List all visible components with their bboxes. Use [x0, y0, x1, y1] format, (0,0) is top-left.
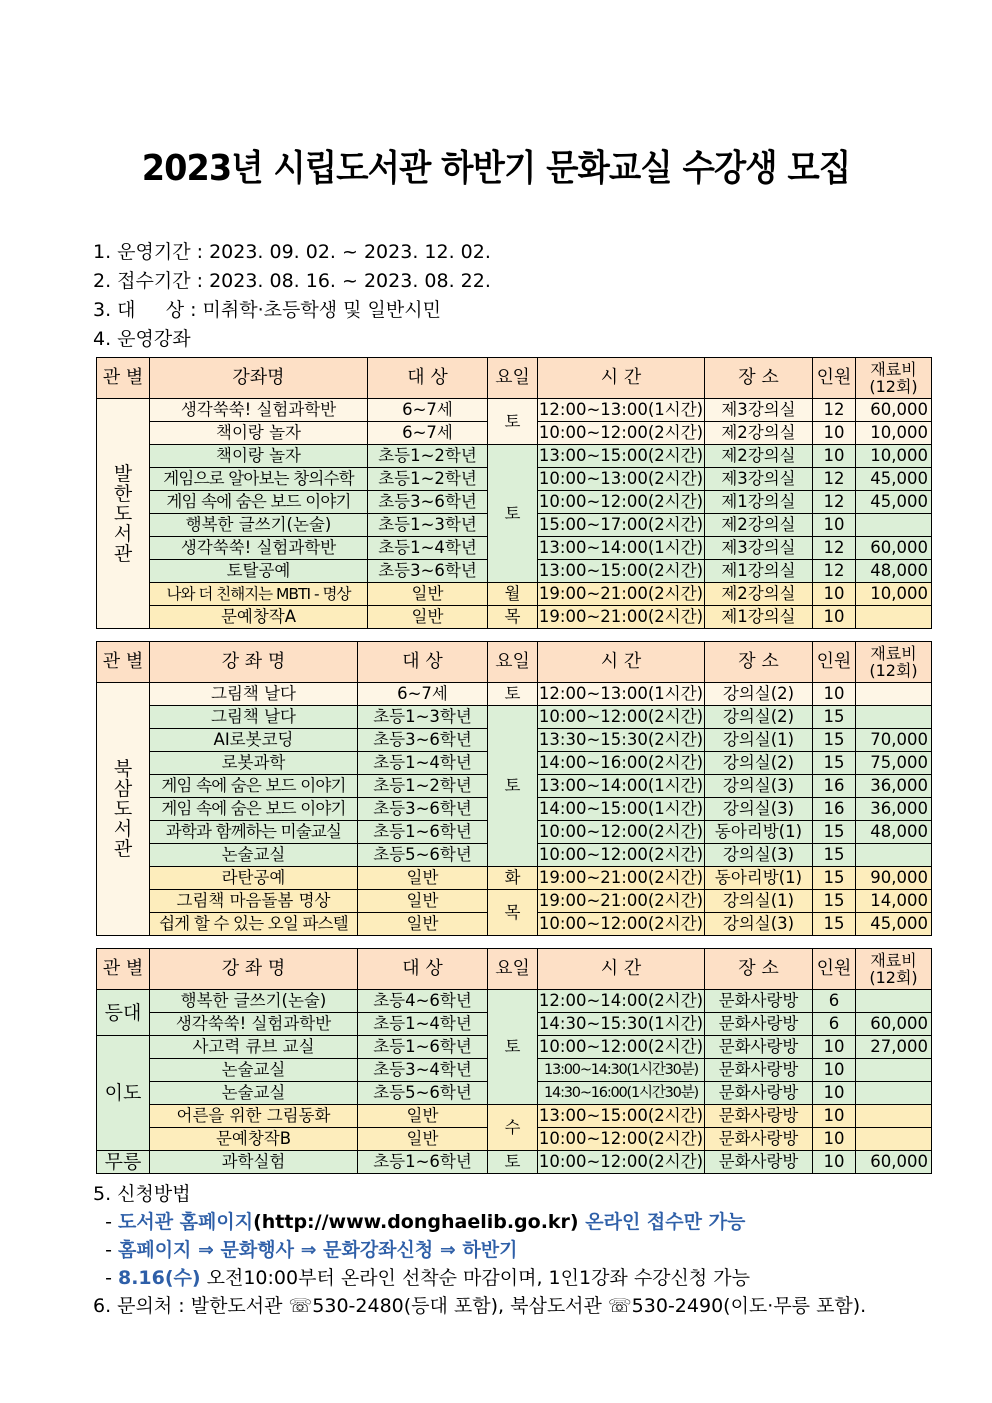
course-time: 10:00~12:00(2시간) [538, 1128, 705, 1151]
course-count: 16 [813, 798, 856, 821]
course-target: 일반 [368, 583, 488, 606]
course-time: 10:00~12:00(2시간) [538, 491, 705, 514]
course-place: 강의실(1) [705, 729, 813, 752]
header-fee: 재료비 (12회) [856, 358, 932, 399]
course-target: 초등1~2학년 [358, 775, 488, 798]
header-course: 강 좌 명 [150, 949, 358, 990]
course-place: 동아리방(1) [705, 867, 813, 890]
course-name: 나와 더 친해지는 MBTI - 명상 [150, 583, 368, 606]
course-time: 14:00~15:00(1시간) [538, 798, 705, 821]
course-name: 책이랑 놀자 [150, 422, 368, 445]
course-place: 제1강의실 [705, 606, 813, 629]
course-fee [856, 1128, 932, 1151]
course-target: 초등3~4학년 [358, 1059, 488, 1082]
course-fee [856, 844, 932, 867]
course-place: 제2강의실 [705, 422, 813, 445]
course-target: 초등1~6학년 [358, 1151, 488, 1174]
course-fee: 14,000 [856, 890, 932, 913]
course-name: 행복한 글쓰기(논술) [150, 514, 368, 537]
course-time: 13:00~14:00(1시간) [538, 775, 705, 798]
course-day: 토 [488, 683, 538, 706]
course-time: 10:00~12:00(2시간) [538, 1036, 705, 1059]
header-time: 시 간 [538, 358, 705, 399]
course-count: 12 [813, 560, 856, 583]
page-title: 2023년 시립도서관 하반기 문화교실 수강생 모집 [141, 148, 851, 189]
course-name: 행복한 글쓰기(논술) [150, 990, 358, 1013]
course-target: 초등3~6학년 [358, 798, 488, 821]
course-place: 강의실(2) [705, 706, 813, 729]
course-target: 6~7세 [368, 399, 488, 422]
course-target: 초등1~4학년 [368, 537, 488, 560]
course-name: 로봇과학 [150, 752, 358, 775]
course-count: 15 [813, 867, 856, 890]
course-name: 논술교실 [150, 1059, 358, 1082]
course-time: 14:30~16:00(1시간30분) [538, 1082, 705, 1105]
course-fee: 48,000 [856, 821, 932, 844]
course-time: 13:00~15:00(2시간) [538, 560, 705, 583]
course-place: 강의실(2) [705, 752, 813, 775]
course-count: 15 [813, 729, 856, 752]
course-day: 토 [488, 445, 538, 583]
course-day: 월 [488, 583, 538, 606]
info-period: 1. 운영기간 : 2023. 09. 02. ~ 2023. 12. 02. [93, 241, 491, 263]
course-fee: 45,000 [856, 491, 932, 514]
course-fee: 10,000 [856, 445, 932, 468]
library-name: 등대 [97, 990, 150, 1036]
header-count: 인원 [813, 642, 856, 683]
header-day: 요일 [488, 642, 538, 683]
table-row [97, 445, 932, 468]
course-fee: 45,000 [856, 913, 932, 936]
course-fee: 70,000 [856, 729, 932, 752]
course-target: 초등3~6학년 [368, 560, 488, 583]
course-name: 생각쑥쑥! 실험과학반 [150, 537, 368, 560]
course-fee: 90,000 [856, 867, 932, 890]
course-target: 초등1~4학년 [358, 1013, 488, 1036]
course-name: 라탄공예 [150, 867, 358, 890]
course-time: 12:00~13:00(1시간) [538, 683, 705, 706]
course-place: 강의실(3) [705, 844, 813, 867]
course-place: 문화사랑방 [705, 1059, 813, 1082]
course-place: 제3강의실 [705, 399, 813, 422]
course-time: 10:00~12:00(2시간) [538, 913, 705, 936]
course-count: 15 [813, 844, 856, 867]
course-place: 문화사랑방 [705, 990, 813, 1013]
info-registration: 2. 접수기간 : 2023. 08. 16. ~ 2023. 08. 22. [93, 270, 491, 292]
course-fee [856, 990, 932, 1013]
table-row [97, 867, 932, 890]
library-name: 이도 [97, 1036, 150, 1151]
library-name: 무릉 [97, 1151, 150, 1174]
course-target: 초등1~3학년 [368, 514, 488, 537]
course-time: 14:30~15:30(1시간) [538, 1013, 705, 1036]
course-count: 15 [813, 706, 856, 729]
course-fee: 36,000 [856, 775, 932, 798]
course-fee: 60,000 [856, 1013, 932, 1036]
course-count: 10 [813, 1036, 856, 1059]
course-count: 10 [813, 583, 856, 606]
course-fee: 60,000 [856, 399, 932, 422]
course-fee [856, 706, 932, 729]
course-name: 책이랑 놀자 [150, 445, 368, 468]
course-fee: 48,000 [856, 560, 932, 583]
header-fee: 재료비 (12회) [856, 642, 932, 683]
header-place: 장 소 [705, 949, 813, 990]
header-place: 장 소 [705, 642, 813, 683]
course-fee: 45,000 [856, 468, 932, 491]
course-day: 토 [488, 399, 538, 445]
course-time: 13:00~15:00(2시간) [538, 445, 705, 468]
table-row [97, 990, 932, 1013]
course-name: 어른을 위한 그림동화 [150, 1105, 358, 1128]
course-time: 13:00~14:00(1시간) [538, 537, 705, 560]
table-row [97, 1151, 932, 1174]
course-time: 13:00~15:00(2시간) [538, 1105, 705, 1128]
header-target: 대 상 [358, 642, 488, 683]
course-fee [856, 606, 932, 629]
course-time: 19:00~21:00(2시간) [538, 606, 705, 629]
course-count: 15 [813, 890, 856, 913]
course-fee [856, 683, 932, 706]
course-count: 12 [813, 491, 856, 514]
course-place: 제3강의실 [705, 537, 813, 560]
course-fee: 10,000 [856, 422, 932, 445]
header-place: 장 소 [705, 358, 813, 399]
course-target: 6~7세 [368, 422, 488, 445]
course-name: 쉽게 할 수 있는 오일 파스텔 [150, 913, 358, 936]
course-fee [856, 1082, 932, 1105]
course-place: 문화사랑방 [705, 1128, 813, 1151]
course-count: 10 [813, 514, 856, 537]
course-name: 그림책 마음돌봄 명상 [150, 890, 358, 913]
course-target: 일반 [358, 867, 488, 890]
course-count: 10 [813, 1128, 856, 1151]
course-place: 문화사랑방 [705, 1105, 813, 1128]
course-place: 제1강의실 [705, 491, 813, 514]
info-courses-heading: 4. 운영강좌 [93, 328, 191, 350]
course-name: 게임 속에 숨은 보드 이야기 [150, 798, 358, 821]
course-day: 토 [488, 990, 538, 1105]
course-target: 초등5~6학년 [358, 1082, 488, 1105]
course-fee [856, 514, 932, 537]
course-place: 강의실(1) [705, 890, 813, 913]
course-count: 12 [813, 468, 856, 491]
course-place: 문화사랑방 [705, 1036, 813, 1059]
course-count: 10 [813, 422, 856, 445]
course-name: 게임 속에 숨은 보드 이야기 [150, 775, 358, 798]
course-time: 13:00~14:30(1시간30분) [538, 1059, 705, 1082]
course-count: 10 [813, 1059, 856, 1082]
course-count: 10 [813, 1105, 856, 1128]
course-name: 과학실험 [150, 1151, 358, 1174]
course-time: 10:00~12:00(2시간) [538, 821, 705, 844]
table-row [97, 890, 932, 913]
course-name: 게임 속에 숨은 보드 이야기 [150, 491, 368, 514]
course-target: 일반 [358, 890, 488, 913]
course-name: 그림책 날다 [150, 683, 358, 706]
course-time: 10:00~12:00(2시간) [538, 844, 705, 867]
apply-line-homepage: - 도서관 홈페이지(http://www.donghaelib.go.kr) 온라인 접수만 가능 [93, 1211, 746, 1233]
apply-heading: 5. 신청방법 [93, 1183, 191, 1205]
course-fee: 10,000 [856, 583, 932, 606]
course-place: 강의실(3) [705, 913, 813, 936]
course-time: 10:00~12:00(2시간) [538, 422, 705, 445]
course-fee [856, 1105, 932, 1128]
apply-line-path: - 홈페이지 ⇒ 문화행사 ⇒ 문화강좌신청 ⇒ 하반기 [93, 1239, 518, 1261]
course-name: 그림책 날다 [150, 706, 358, 729]
course-count: 6 [813, 990, 856, 1013]
course-count: 10 [813, 683, 856, 706]
table-row [97, 583, 932, 606]
course-target: 일반 [358, 1105, 488, 1128]
course-time: 13:30~15:30(2시간) [538, 729, 705, 752]
header-time: 시 간 [538, 949, 705, 990]
contact-info: 6. 문의처 : 발한도서관 ☏530-2480(등대 포함), 북삼도서관 ☏530-2490(이도·무릉 포함). [93, 1295, 867, 1317]
course-count: 10 [813, 606, 856, 629]
apply-section [93, 1180, 866, 1320]
course-fee [856, 1059, 932, 1082]
course-place: 제3강의실 [705, 468, 813, 491]
course-time: 10:00~12:00(2시간) [538, 706, 705, 729]
course-day: 목 [488, 890, 538, 936]
library-name: 발한도서관 [97, 399, 150, 629]
course-target: 초등1~2학년 [368, 445, 488, 468]
course-name: AI로봇코딩 [150, 729, 358, 752]
course-target: 6~7세 [358, 683, 488, 706]
schedule-table-small-libraries [96, 948, 932, 1174]
course-place: 제2강의실 [705, 445, 813, 468]
course-count: 6 [813, 1013, 856, 1036]
course-target: 초등5~6학년 [358, 844, 488, 867]
course-place: 강의실(3) [705, 798, 813, 821]
course-name: 논술교실 [150, 1082, 358, 1105]
course-place: 동아리방(1) [705, 821, 813, 844]
course-day: 토 [488, 1151, 538, 1174]
header-count: 인원 [813, 949, 856, 990]
course-target: 일반 [358, 1128, 488, 1151]
table-row [97, 399, 932, 422]
course-time: 10:00~12:00(2시간) [538, 1151, 705, 1174]
course-fee: 60,000 [856, 537, 932, 560]
course-time: 14:00~16:00(2시간) [538, 752, 705, 775]
course-place: 강의실(3) [705, 775, 813, 798]
course-count: 12 [813, 399, 856, 422]
course-target: 초등1~6학년 [358, 821, 488, 844]
course-day: 수 [488, 1105, 538, 1151]
course-name: 문예창작A [150, 606, 368, 629]
course-time: 19:00~21:00(2시간) [538, 583, 705, 606]
header-library: 관 별 [97, 358, 150, 399]
course-name: 생각쑥쑥! 실험과학반 [150, 399, 368, 422]
course-name: 과학과 함께하는 미술교실 [150, 821, 358, 844]
table-row [97, 1105, 932, 1128]
course-day: 토 [488, 706, 538, 867]
course-fee: 36,000 [856, 798, 932, 821]
course-target: 일반 [368, 606, 488, 629]
course-count: 10 [813, 1082, 856, 1105]
table-row [97, 683, 932, 706]
course-place: 문화사랑방 [705, 1013, 813, 1036]
course-count: 15 [813, 913, 856, 936]
course-target: 일반 [358, 913, 488, 936]
course-place: 제2강의실 [705, 514, 813, 537]
schedule-table-buksam [96, 641, 932, 936]
header-day: 요일 [488, 358, 538, 399]
course-count: 15 [813, 752, 856, 775]
course-name: 논술교실 [150, 844, 358, 867]
course-target: 초등4~6학년 [358, 990, 488, 1013]
course-target: 초등1~6학년 [358, 1036, 488, 1059]
course-day: 목 [488, 606, 538, 629]
apply-line-date: - 8.16(수) 오전10:00부터 온라인 선착순 마감이며, 1인1강좌 수강신청 가능 [93, 1267, 750, 1289]
course-time: 10:00~13:00(2시간) [538, 468, 705, 491]
schedule-table-balhan [96, 357, 932, 629]
header-target: 대 상 [368, 358, 488, 399]
course-name: 생각쑥쑥! 실험과학반 [150, 1013, 358, 1036]
course-name: 문예창작B [150, 1128, 358, 1151]
info-list [93, 238, 491, 354]
course-place: 문화사랑방 [705, 1082, 813, 1105]
course-time: 19:00~21:00(2시간) [538, 867, 705, 890]
homepage-link[interactable]: (http://www.donghaelib.go.kr) [253, 1211, 579, 1233]
course-target: 초등1~2학년 [368, 468, 488, 491]
course-fee: 60,000 [856, 1151, 932, 1174]
header-day: 요일 [488, 949, 538, 990]
info-target: 3. 대 상 : 미취학·초등학생 및 일반시민 [93, 299, 441, 321]
course-target: 초등1~3학년 [358, 706, 488, 729]
table-row [97, 706, 932, 729]
header-library: 관 별 [97, 642, 150, 683]
header-target: 대 상 [358, 949, 488, 990]
course-time: 12:00~13:00(1시간) [538, 399, 705, 422]
header-time: 시 간 [538, 642, 705, 683]
course-day: 화 [488, 867, 538, 890]
course-count: 10 [813, 1151, 856, 1174]
course-count: 16 [813, 775, 856, 798]
course-time: 15:00~17:00(2시간) [538, 514, 705, 537]
header-count: 인원 [813, 358, 856, 399]
course-target: 초등1~4학년 [358, 752, 488, 775]
header-fee: 재료비 (12회) [856, 949, 932, 990]
course-target: 초등3~6학년 [368, 491, 488, 514]
course-name: 사고력 큐브 교실 [150, 1036, 358, 1059]
table-row [97, 606, 932, 629]
course-name: 토탈공예 [150, 560, 368, 583]
course-fee: 27,000 [856, 1036, 932, 1059]
course-name: 게임으로 알아보는 창의수학 [150, 468, 368, 491]
course-fee: 75,000 [856, 752, 932, 775]
course-place: 제2강의실 [705, 583, 813, 606]
course-place: 문화사랑방 [705, 1151, 813, 1174]
course-time: 19:00~21:00(2시간) [538, 890, 705, 913]
course-count: 15 [813, 821, 856, 844]
header-library: 관 별 [97, 949, 150, 990]
course-target: 초등3~6학년 [358, 729, 488, 752]
course-place: 제1강의실 [705, 560, 813, 583]
header-course: 강 좌 명 [150, 642, 358, 683]
library-name: 북삼도서관 [97, 683, 150, 936]
course-place: 강의실(2) [705, 683, 813, 706]
header-course: 강좌명 [150, 358, 368, 399]
course-count: 12 [813, 537, 856, 560]
course-time: 12:00~14:00(2시간) [538, 990, 705, 1013]
course-count: 10 [813, 445, 856, 468]
